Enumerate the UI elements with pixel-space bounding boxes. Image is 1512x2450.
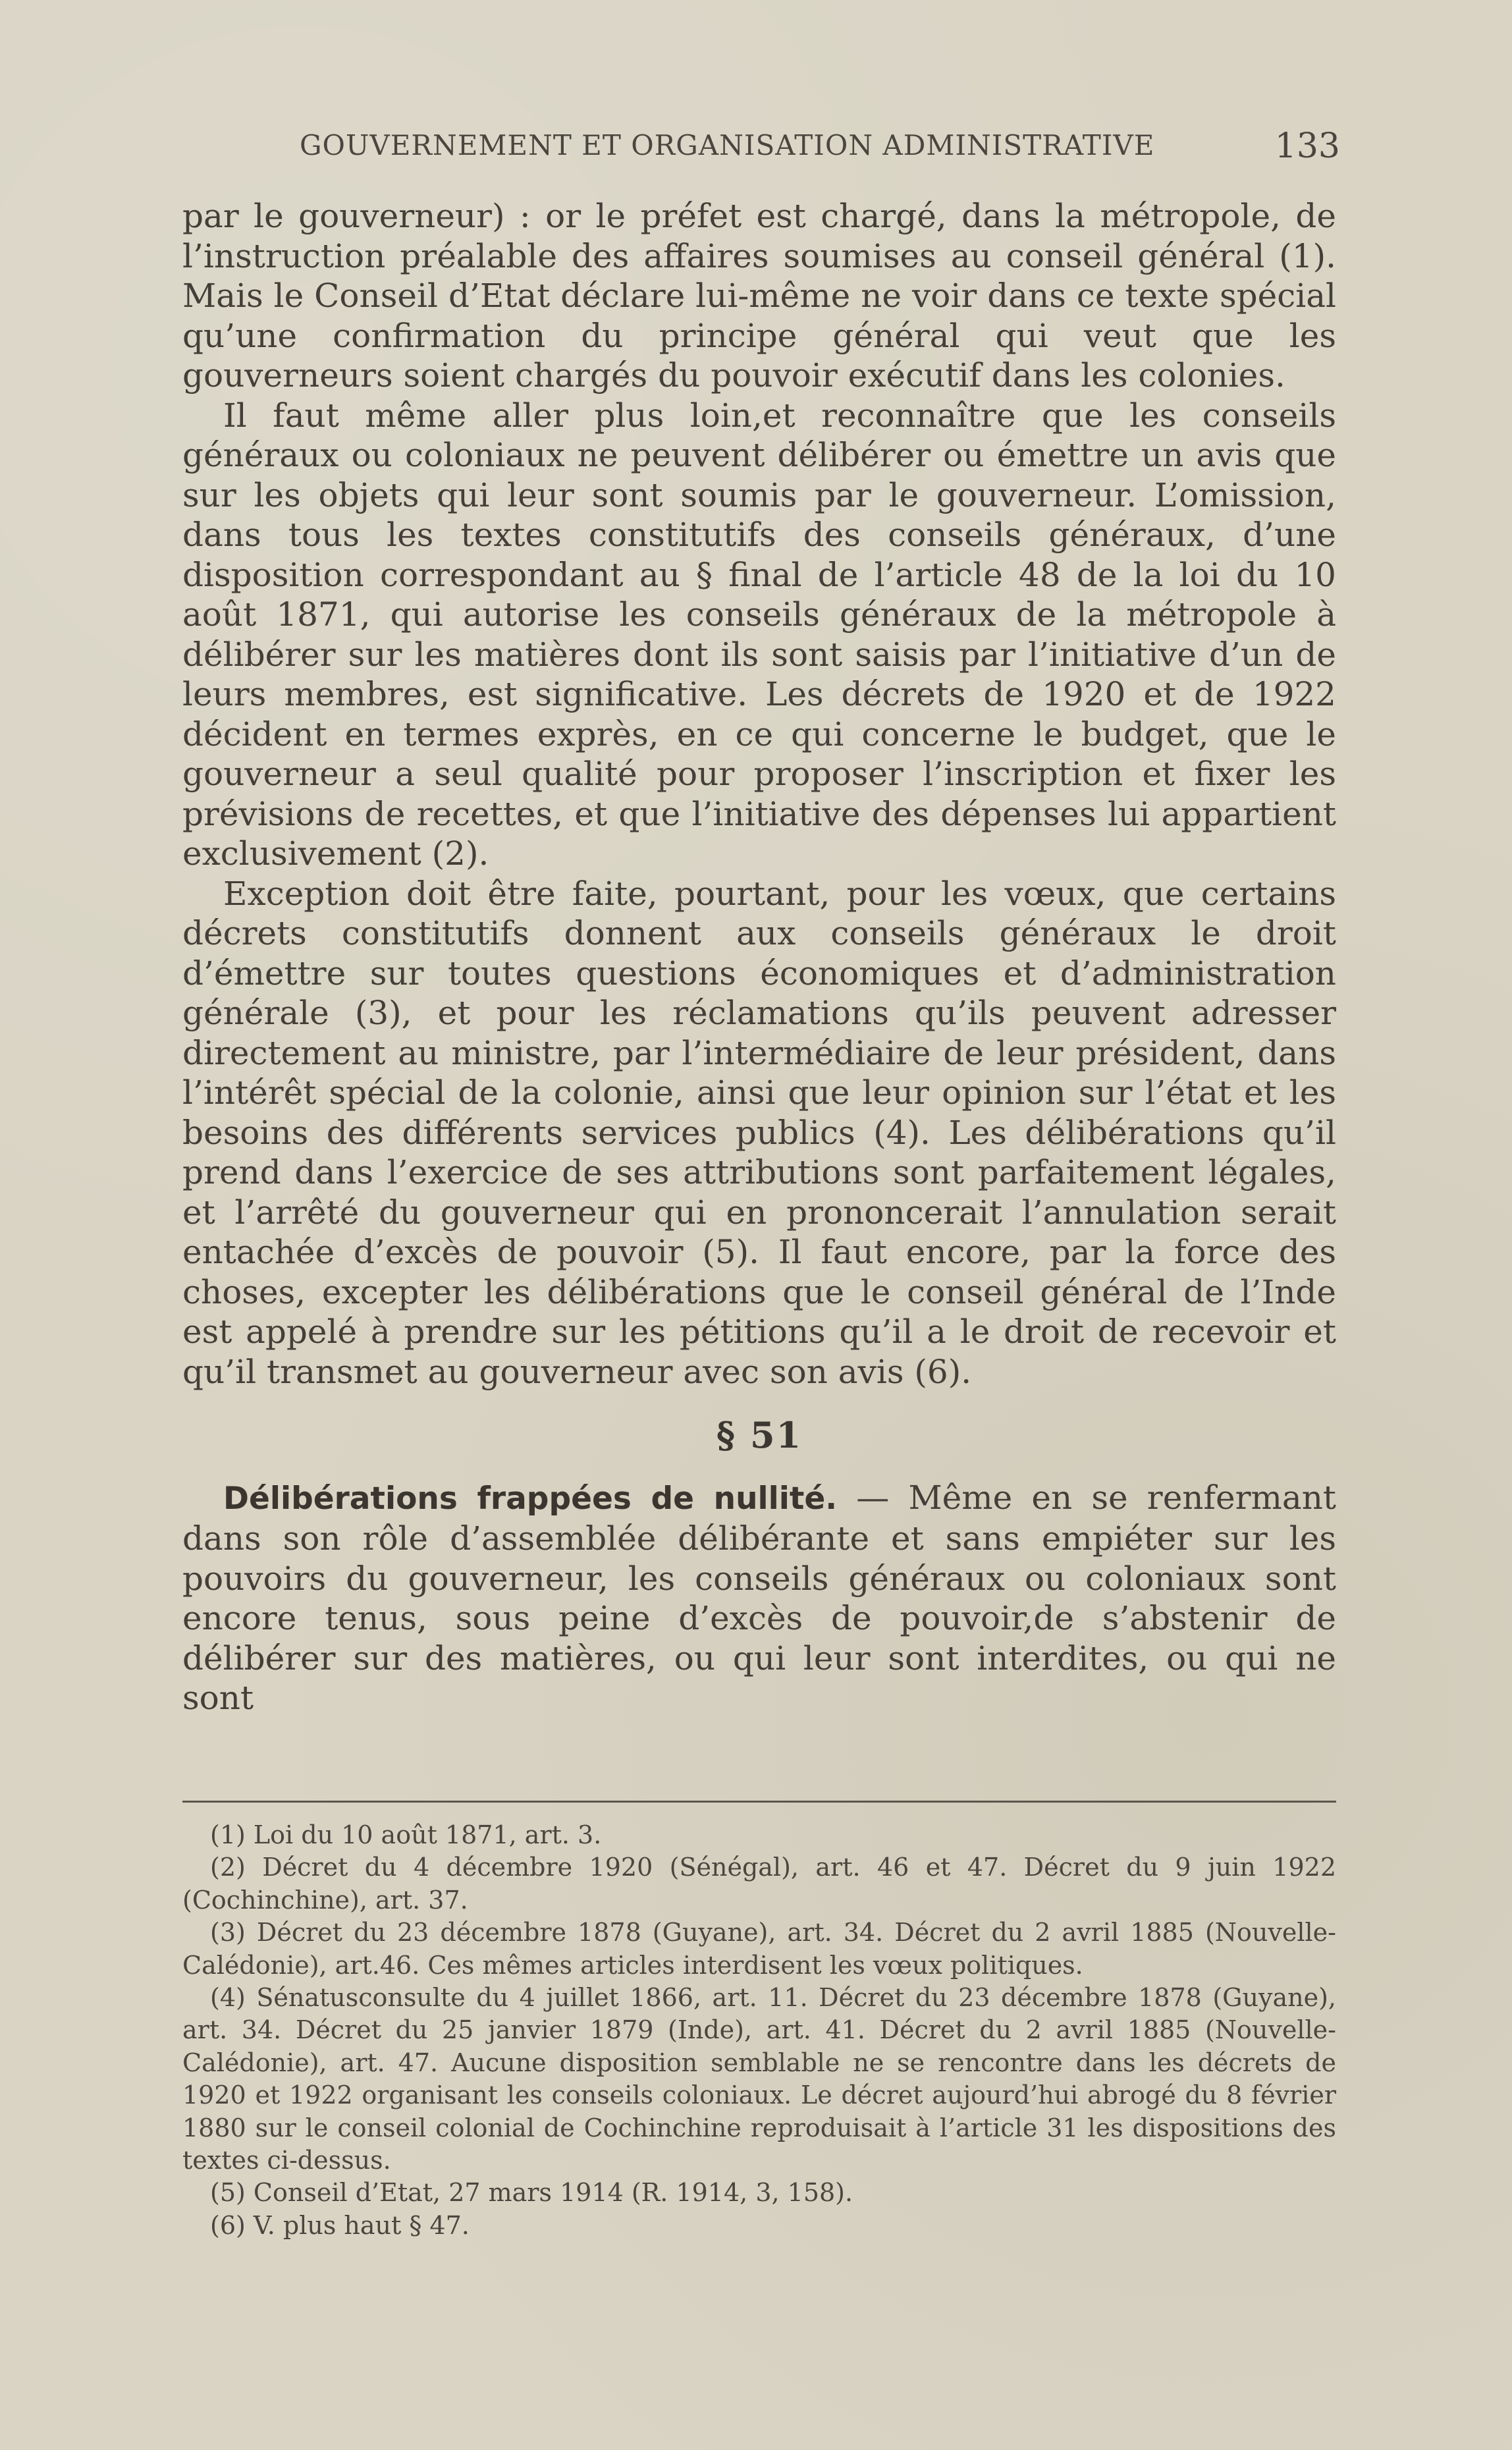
- paragraph: par le gouverneur) : or le préfet est chargé, dans la métropole, de l’instruction préalable des affaires soumises au conseil général (1). Mais le Conseil d’Etat déclare lui-même ne voir dans ce texte spécial qu’une confirmation du principe général qui veut que les gouverneurs soient chargés du pouvoir exécutif dans les colonies.: [182, 197, 1336, 395]
- footnote-divider: [182, 1801, 1336, 1803]
- footnotes: [182, 1819, 1336, 2242]
- section-run-in-title: Délibérations frappées de nullité.: [223, 1480, 838, 1517]
- main-text: [182, 196, 1336, 1718]
- section-paragraph: [182, 1478, 1336, 1718]
- section-paragraph-text: — Même en se renfermant dans son rôle d’assemblée délibérante et sans empiéter sur les pouvoirs du gouverneur, les conseils généraux ou coloniaux sont encore tenus, sous peine d’excès de pouvoir,de s’abstenir de délibérer sur des matières, ou qui leur sont interdites, ou qui ne sont: [182, 1478, 1336, 1717]
- footnote: (6) V. plus haut § 47.: [210, 2210, 470, 2240]
- section-heading: § 51: [716, 1414, 803, 1456]
- footnote: (4) Sénatusconsulte du 4 juillet 1866, art. 11. Décret du 23 décembre 1878 (Guyane), art. 34. Décret du 25 janvier 1879 (Inde), art. 41. Décret du 2 avril 1885 (Nouvelle-Calédonie), art. 47. Aucune disposition semblable ne se rencontre dans les décrets de 1920 et 1922 organisant les conseils coloniaux. Le décret aujourd’hui abrogé du 8 février 1880 sur le conseil colonial de Cochinchine reproduisait à l’article 31 les dispositions des textes ci-dessus.: [182, 1983, 1336, 2175]
- paragraph: Exception doit être faite, pourtant, pour les vœux, que certains décrets constitutifs donnent aux conseils généraux le droit d’émettre sur toutes questions économiques et d’administration générale (3), et pour les réclamations qu’ils peuvent adresser directement au ministre, par l’intermédiaire de leur président, dans l’intérêt spécial de la colonie, ainsi que leur opinion sur l’état et les besoins des différents services publics (4). Les délibérations qu’il prend dans l’exercice de ses attributions sont parfaitement légales, et l’arrêté du gouverneur qui en prononcerait l’annulation serait entachée d’excès de pouvoir (5). Il faut encore, par la force des choses, excepter les délibérations que le conseil général de l’Inde est appelé à prendre sur les pétitions qu’il a le droit de recevoir et qu’il transmet au gouverneur avec son avis (6).: [182, 874, 1336, 1391]
- footnote: (2) Décret du 4 décembre 1920 (Sénégal), art. 46 et 47. Décret du 9 juin 1922 (Cochinchine), art. 37.: [182, 1853, 1336, 1915]
- running-title: GOUVERNEMENT ET ORGANISATION ADMINISTRATIVE: [300, 129, 1155, 161]
- paragraph: Il faut même aller plus loin,et reconnaître que les conseils généraux ou coloniaux ne peuvent délibérer ou émettre un avis que sur les objets qui leur sont soumis par le gouverneur. L’omission, dans tous les textes constitutifs des conseils généraux, d’une disposition correspondant au § final de l’article 48 de la loi du 10 août 1871, qui autorise les conseils généraux de la métropole à délibérer sur les matières dont ils sont saisis par l’initiative d’un de leurs membres, est significative. Les décrets de 1920 et de 1922 décident en termes exprès, en ce qui concerne le budget, que le gouverneur a seul qualité pour proposer l’inscription et fixer les prévisions de recettes, et que l’initiative des dépenses lui appartient exclusivement (2).: [182, 396, 1336, 873]
- footnote: (5) Conseil d’Etat, 27 mars 1914 (R. 1914, 3, 158).: [210, 2178, 853, 2208]
- page-number: 133: [1274, 126, 1340, 166]
- page-header: [300, 126, 1340, 175]
- footnote: (3) Décret du 23 décembre 1878 (Guyane), art. 34. Décret du 2 avril 1885 (Nouvelle-Calédonie), art.46. Ces mêmes articles interdisent les vœux politiques.: [182, 1918, 1336, 1980]
- footnote: (1) Loi du 10 août 1871, art. 3.: [210, 1820, 602, 1849]
